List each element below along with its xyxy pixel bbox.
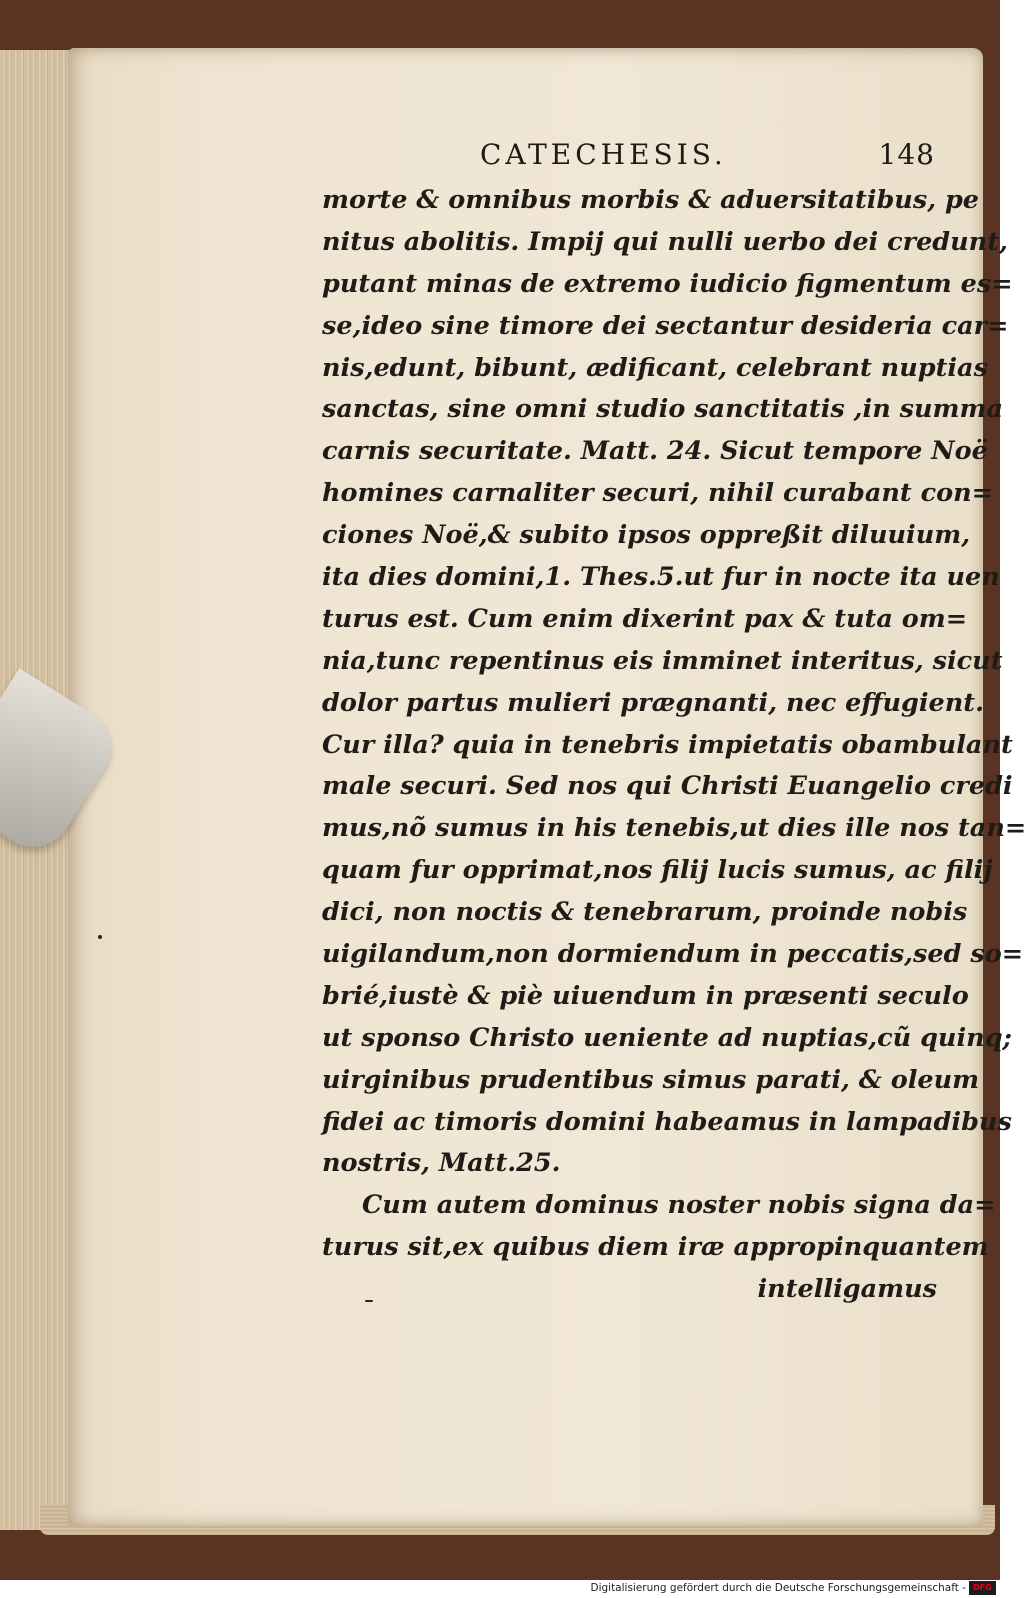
text-line: Cum autem dominus noster nobis signa da= xyxy=(362,1190,996,1221)
ink-speck xyxy=(365,1300,373,1302)
text-line: carnis securitate. Matt. 24. Sicut tempore Noë xyxy=(322,436,988,467)
text-line: morte & omnibus morbis & aduersitatibus, pe xyxy=(322,185,979,215)
text-line: male securi. Sed nos qui Christi Euangelio credi xyxy=(322,771,1013,802)
text-line: fidei ac timoris domini habeamus in lampadibus xyxy=(322,1106,1012,1137)
text-line: sanctas, sine omni studio sanctitatis ,in summa xyxy=(322,394,1003,425)
text-line: mus,nõ sumus in his tenebis,ut dies ille nos tan= xyxy=(322,813,1026,844)
catchword: intelligamus xyxy=(757,1274,937,1305)
text-line: turus est. Cum enim dixerint pax & tuta om= xyxy=(322,603,968,634)
text-line: nia,tunc repentinus eis imminet interitus, sicut xyxy=(322,645,1003,676)
text-line: Cur illa? quia in tenebris impietatis obambulant xyxy=(322,729,1013,760)
text-line: brié,iustè & piè uiuendum in præsenti seculo xyxy=(322,980,969,1011)
ink-speck xyxy=(98,935,102,939)
text-line: ciones Noë,& subito ipsos oppreßit diluuium, xyxy=(322,520,971,551)
funding-credit: Digitalisierung gefördert durch die Deutsche Forschungsgemeinschaft - xyxy=(590,1582,966,1594)
text-line: nis,edunt, bibunt, ædificant, celebrant nuptias xyxy=(322,352,988,383)
text-line: quam fur opprimat,nos filij lucis sumus, ac filij xyxy=(322,855,993,886)
text-line: se,ideo sine timore dei sectantur desideria car= xyxy=(322,310,1009,341)
text-line: uirginibus prudentibus simus parati, & oleum xyxy=(322,1064,980,1095)
text-line: dolor partus mulieri prægnanti, nec effugient. xyxy=(322,687,984,718)
text-line: turus sit,ex quibus diem iræ appropinquantem xyxy=(322,1232,989,1263)
page-header xyxy=(330,138,935,174)
text-line: nitus abolitis. Impij qui nulli uerbo dei credunt, xyxy=(322,226,1008,257)
text-line: nostris, Matt.25. xyxy=(322,1148,561,1179)
text-line: homines carnaliter securi, nihil curabant con= xyxy=(322,478,994,509)
dfg-logo-text: DFG xyxy=(973,1583,992,1592)
text-line: ut sponso Christo ueniente ad nuptias,cũ quinq; xyxy=(322,1022,1012,1053)
footer-bar xyxy=(0,1580,1000,1598)
dfg-logo xyxy=(969,1581,996,1595)
text-line: ita dies domini,1. Thes.5.ut fur in nocte ita uen xyxy=(322,562,1000,593)
running-title: CATECHESIS. xyxy=(480,138,727,171)
text-line: uigilandum,non dormiendum in peccatis,sed so= xyxy=(322,939,1024,970)
text-line: dici, non noctis & tenebrarum, proinde nobis xyxy=(322,897,968,928)
page-number: 148 xyxy=(878,138,935,171)
main-text xyxy=(322,180,1026,1311)
text-line: putant minas de extremo iudicio figmentum es= xyxy=(322,268,1013,299)
